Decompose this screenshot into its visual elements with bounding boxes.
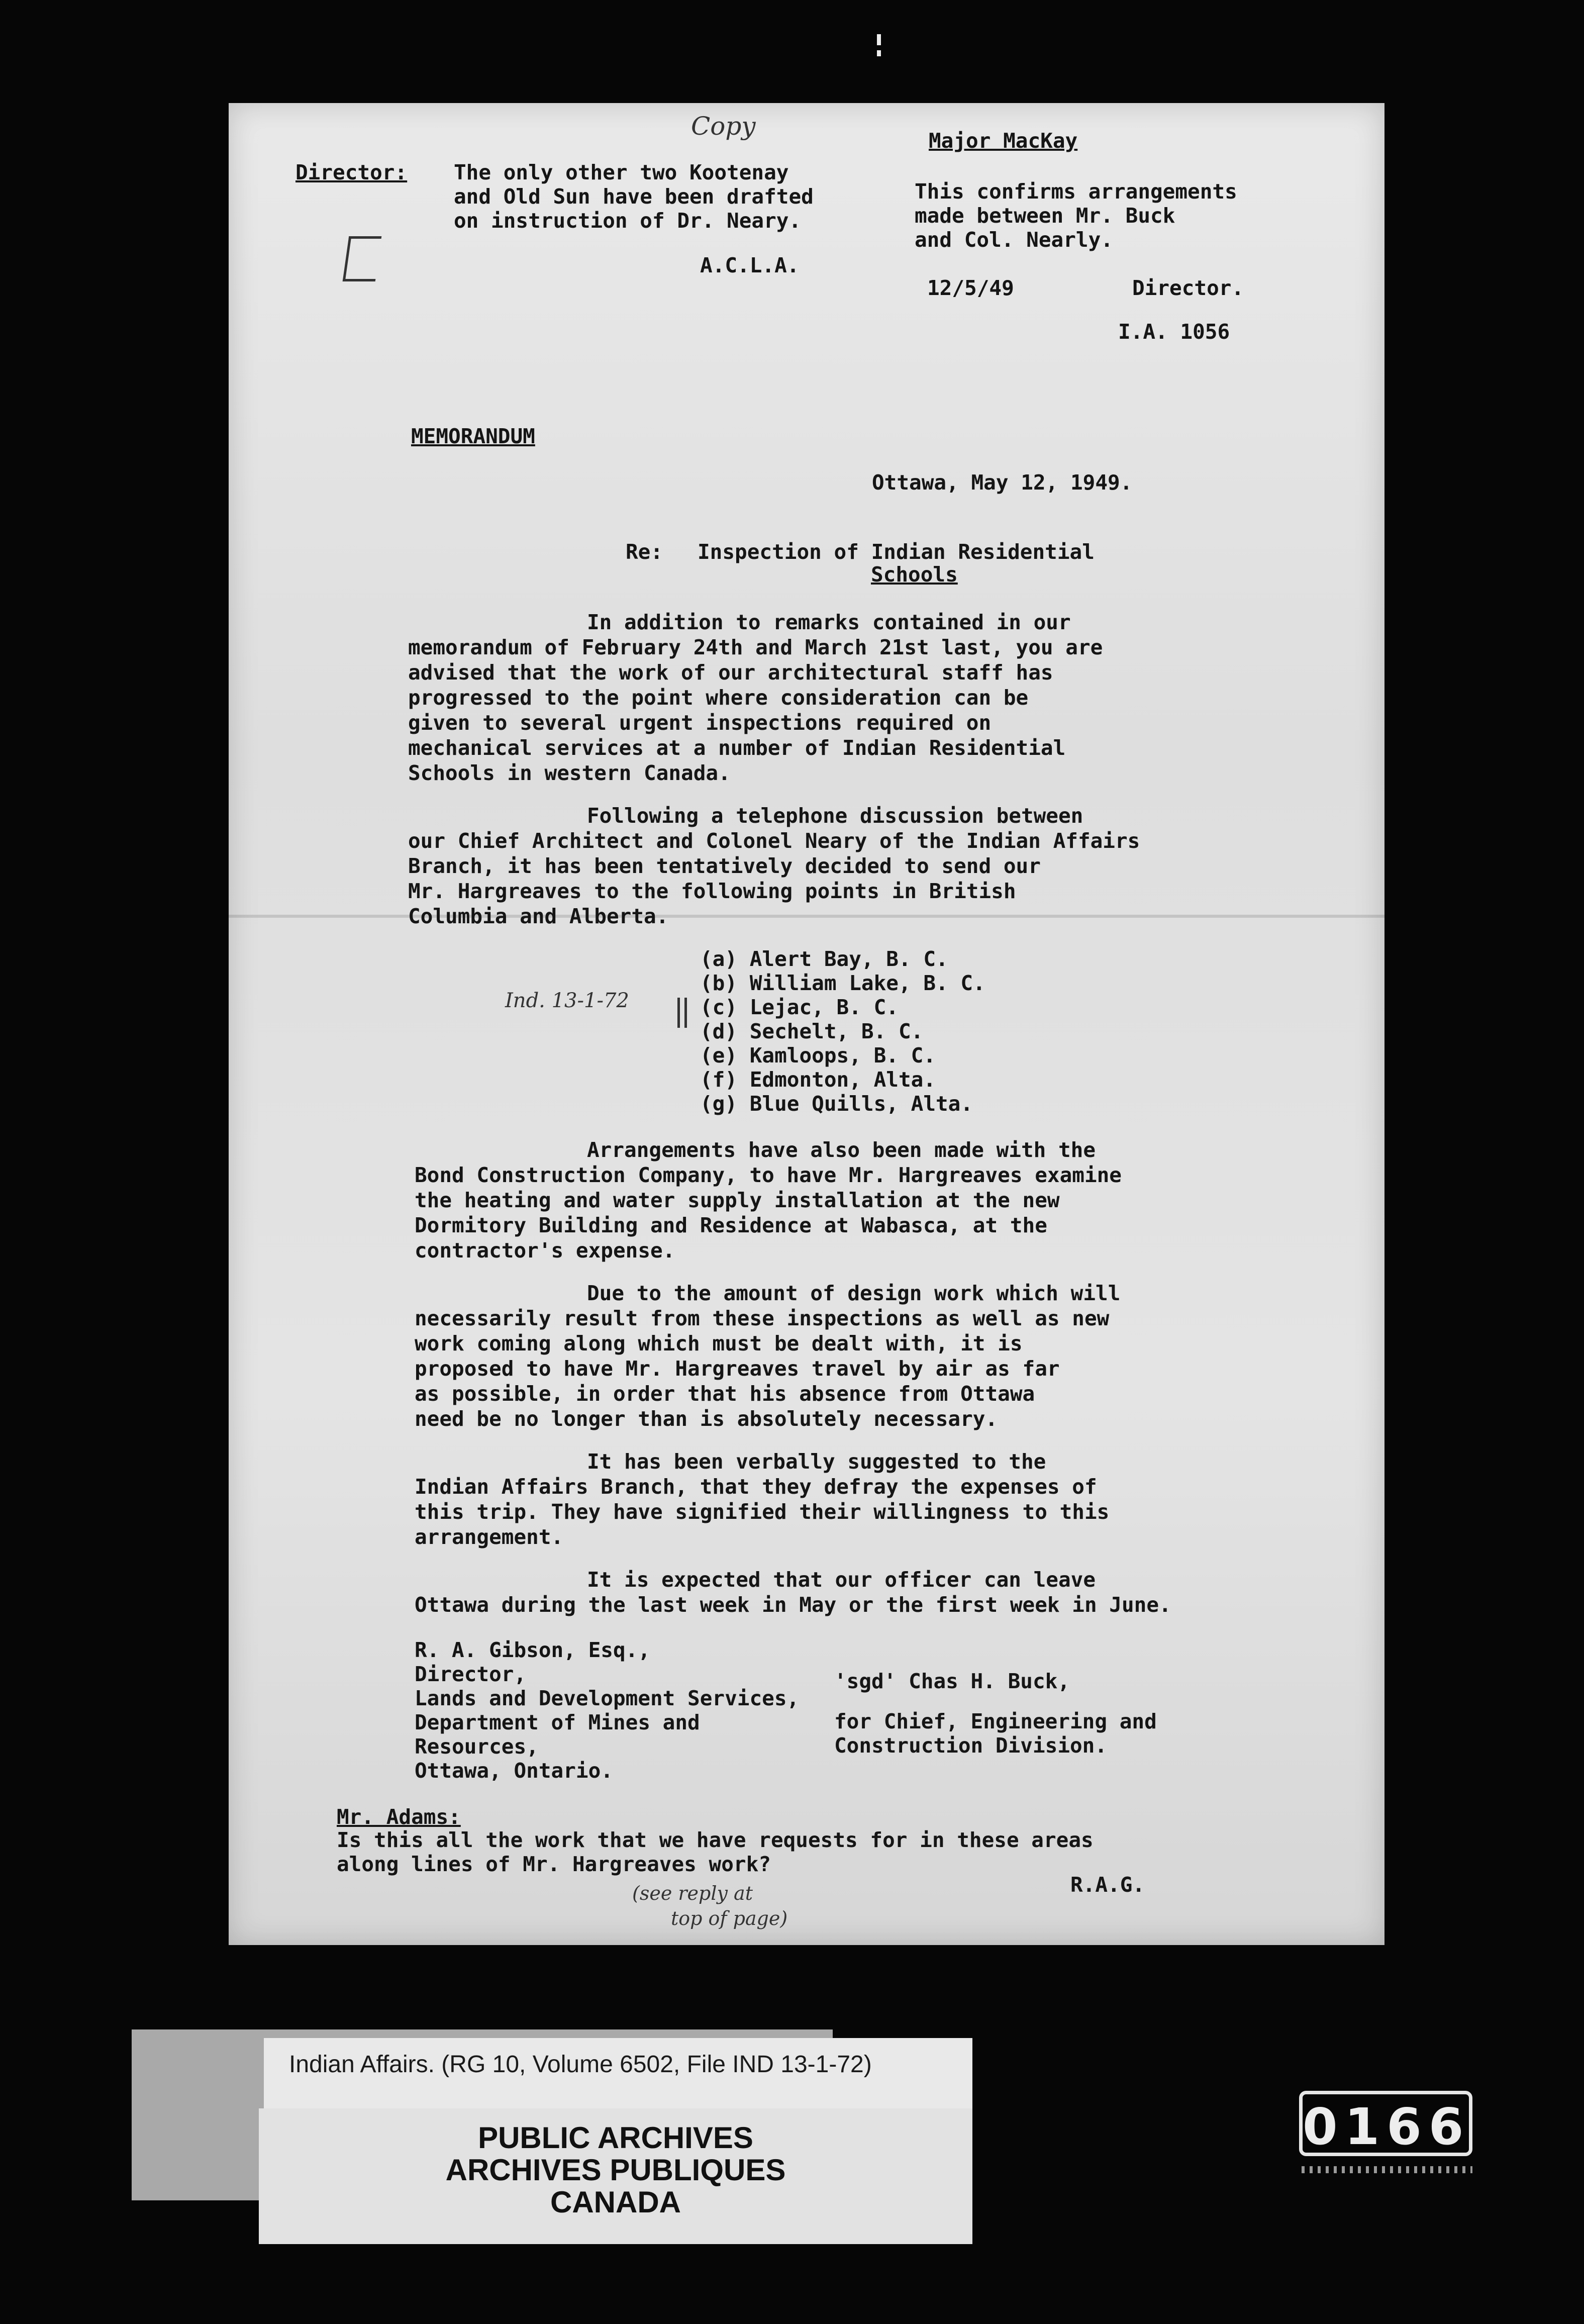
margin-bracket — [684, 998, 687, 1028]
footer-note-line: along lines of Mr. Hargreaves work? — [337, 1852, 771, 1876]
paragraph-line: work coming along which must be dealt with, it is — [415, 1331, 1023, 1355]
handwritten-reply: top of page) — [671, 1907, 788, 1929]
list-item: (e) Kamloops, B. C. — [700, 1043, 936, 1068]
paragraph-line: Indian Affairs Branch, that they defray the expenses of — [415, 1475, 1097, 1499]
paragraph-line: given to several urgent inspections required on — [408, 711, 992, 735]
paragraph-line: Branch, it has been tentatively decided to send our — [408, 854, 1041, 878]
director-note-line: on instruction of Dr. Neary. — [454, 209, 802, 233]
signature-line: 'sgd' Chas H. Buck, — [834, 1669, 1070, 1693]
frame-ticks — [1302, 2166, 1472, 2173]
paragraph-line: It has been verbally suggested to the — [587, 1449, 1046, 1474]
paragraph-line: the heating and water supply installation at the new — [415, 1188, 1060, 1212]
re-subject-line: Schools — [871, 562, 958, 587]
major-note-line: and Col. Nearly. — [915, 228, 1113, 252]
memo-heading: MEMORANDUM — [411, 424, 535, 448]
paragraph-line: need be no longer than is absolutely necessary. — [415, 1407, 998, 1431]
footer-initials: R.A.G. — [1070, 1873, 1145, 1897]
paragraph-line: Due to the amount of design work which will — [587, 1281, 1121, 1305]
address-line: Resources, — [415, 1734, 539, 1759]
list-item: (d) Sechelt, B. C. — [700, 1019, 924, 1043]
paragraph-line: Mr. Hargreaves to the following points in British — [408, 879, 1016, 903]
signature-line: for Chief, Engineering and — [834, 1709, 1157, 1733]
list-item: (b) William Lake, B. C. — [700, 971, 985, 995]
paragraph-line: arrangement. — [415, 1525, 564, 1549]
paragraph-line: advised that the work of our architectural staff has — [408, 660, 1053, 685]
stamp-line: PUBLIC ARCHIVES — [478, 2121, 753, 2155]
address-line: Director, — [415, 1662, 527, 1686]
stamp-line: ARCHIVES PUBLIQUES — [445, 2153, 786, 2187]
paragraph-line: memorandum of February 24th and March 21st last, you are — [408, 635, 1103, 659]
paragraph-line: mechanical services at a number of Indian Residential — [408, 736, 1066, 760]
director-note-line: The only other two Kootenay — [454, 160, 789, 184]
re-label: Re: — [626, 540, 663, 564]
paragraph-line: as possible, in order that his absence from Ottawa — [415, 1382, 1035, 1406]
footer-note-line: Is this all the work that we have requests for in these areas — [337, 1828, 1094, 1852]
paragraph-line: necessarily result from these inspections as well as new — [415, 1306, 1110, 1330]
paragraph-line: Following a telephone discussion between — [587, 804, 1083, 828]
paragraph-line: this trip. They have signified their willingness to this — [415, 1500, 1110, 1524]
director-signoff: Director. — [1132, 276, 1244, 300]
paragraph-line: contractor's expense. — [415, 1238, 675, 1263]
film-mark — [877, 50, 881, 56]
director-label: Director: — [295, 160, 408, 184]
paragraph-line: proposed to have Mr. Hargreaves travel by air as far — [415, 1357, 1060, 1381]
address-line: R. A. Gibson, Esq., — [415, 1638, 650, 1662]
handwritten-file-ref: Ind. 13-1-72 — [505, 989, 629, 1012]
list-item: (f) Edmonton, Alta. — [700, 1068, 936, 1092]
stamp-line: CANADA — [550, 2185, 681, 2219]
paragraph-line: Bond Construction Company, to have Mr. Hargreaves examine — [415, 1163, 1122, 1187]
archive-reference: Indian Affairs. (RG 10, Volume 6502, File IND 13-1-72) — [289, 2051, 872, 2078]
re-subject-line: Inspection of Indian Residential — [698, 540, 1095, 564]
major-label: Major MacKay — [929, 129, 1078, 153]
handwritten-copy: Copy — [691, 112, 756, 141]
signature-line: Construction Division. — [834, 1733, 1108, 1758]
margin-bracket — [677, 998, 680, 1028]
aclA-initials: A.C.L.A. — [700, 253, 800, 277]
paragraph-line: Arrangements have also been made with the — [587, 1138, 1096, 1162]
paragraph-line: Ottawa during the last week in May or the first week in June. — [415, 1593, 1171, 1617]
handwritten-reply: (see reply at — [632, 1882, 753, 1904]
paragraph-line: progressed to the point where consideration can be — [408, 686, 1029, 710]
major-note-line: This confirms arrangements — [915, 179, 1237, 204]
paragraph-line: Columbia and Alberta. — [408, 904, 669, 928]
list-item: (g) Blue Quills, Alta. — [700, 1092, 973, 1116]
paragraph-line: our Chief Architect and Colonel Neary of the Indian Affairs — [408, 829, 1140, 853]
note-date: 12/5/49 — [927, 276, 1014, 300]
major-note-line: made between Mr. Buck — [915, 204, 1175, 228]
paragraph-line: Dormitory Building and Residence at Wabasca, at the — [415, 1213, 1047, 1237]
handwritten-mark — [343, 236, 382, 281]
address-line: Department of Mines and — [415, 1710, 700, 1734]
frame-number: 0166 — [1299, 2091, 1472, 2156]
address-line: Lands and Development Services, — [415, 1686, 800, 1710]
director-note-line: and Old Sun have been drafted — [454, 184, 814, 209]
memo-dateline: Ottawa, May 12, 1949. — [872, 470, 1133, 495]
paragraph-line: In addition to remarks contained in our — [587, 610, 1071, 634]
file-reference: I.A. 1056 — [1118, 320, 1230, 344]
film-mark — [877, 34, 881, 45]
page-fold — [229, 915, 1384, 918]
list-item: (a) Alert Bay, B. C. — [700, 947, 948, 971]
footer-label: Mr. Adams: — [337, 1805, 461, 1829]
paragraph-line: Schools in western Canada. — [408, 761, 731, 785]
paragraph-line: It is expected that our officer can leave — [587, 1568, 1096, 1592]
list-item: (c) Lejac, B. C. — [700, 995, 899, 1019]
address-line: Ottawa, Ontario. — [415, 1759, 613, 1783]
